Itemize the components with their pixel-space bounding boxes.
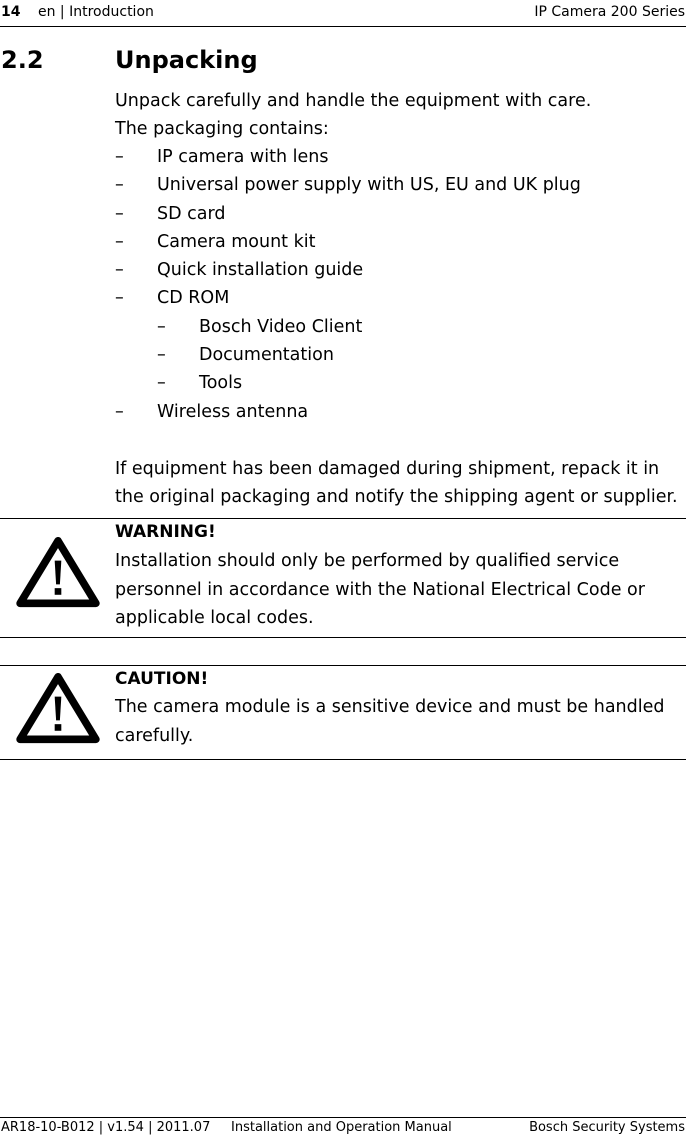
header-product: IP Camera 200 Series bbox=[534, 4, 685, 20]
contains-label: The packaging contains: bbox=[115, 119, 329, 139]
caution-top-rule bbox=[0, 665, 686, 666]
section-number: 2.2 bbox=[1, 46, 44, 74]
sub-list-item-text: Documentation bbox=[199, 345, 334, 366]
list-dash: – bbox=[157, 345, 166, 366]
damage-note-line-1: If equipment has been damaged during shipment, repack it in bbox=[115, 459, 660, 479]
footer-doc-id: AR18-10-B012 | v1.54 | 2011.07 bbox=[1, 1120, 211, 1135]
header-section: en | Introduction bbox=[38, 4, 154, 20]
warning-text: Installation should only be performed by qualified service personnel in accordance with the National Electrical Code or applicable local codes. bbox=[115, 551, 645, 628]
list-item-text: Universal power supply with US, EU and UK plug bbox=[157, 175, 581, 196]
list-item-text: Quick installation guide bbox=[157, 260, 364, 281]
intro-paragraph: Unpack carefully and handle the equipment with care. bbox=[115, 91, 592, 111]
footer-manual-title: Installation and Operation Manual bbox=[231, 1120, 452, 1135]
warning-bottom-rule bbox=[0, 637, 686, 638]
list-item-text: SD card bbox=[157, 203, 226, 224]
warning-label: WARNING! bbox=[115, 522, 216, 542]
page-header bbox=[0, 0, 686, 27]
page-footer bbox=[0, 1117, 686, 1137]
list-dash: – bbox=[115, 231, 124, 252]
list-dash: – bbox=[115, 260, 124, 281]
section-title: Unpacking bbox=[115, 46, 258, 74]
list-dash: – bbox=[115, 147, 124, 167]
list-item-text: CD ROM bbox=[157, 288, 230, 309]
sub-list-item-text: Tools bbox=[199, 373, 243, 394]
list-item-text: Wireless antenna bbox=[157, 401, 309, 422]
warning-top-rule bbox=[0, 518, 686, 519]
list-dash: – bbox=[115, 203, 124, 224]
sub-list-item-text: Bosch Video Client bbox=[199, 316, 363, 337]
list-dash: – bbox=[115, 401, 124, 422]
list-item-text: Camera mount kit bbox=[157, 231, 316, 252]
damage-note-line-2: the original packaging and notify the shipping agent or supplier. bbox=[115, 487, 678, 507]
list-dash: – bbox=[115, 175, 124, 196]
list-dash: – bbox=[157, 373, 166, 394]
caution-bottom-rule bbox=[0, 759, 686, 760]
warning-triangle-icon bbox=[14, 537, 102, 609]
footer-company: Bosch Security Systems bbox=[529, 1120, 685, 1135]
list-dash: – bbox=[115, 288, 124, 309]
page-number: 14 bbox=[1, 4, 21, 20]
list-dash: – bbox=[157, 316, 166, 337]
caution-label: CAUTION! bbox=[115, 669, 209, 689]
caution-triangle-icon bbox=[14, 673, 102, 745]
list-item-text: IP camera with lens bbox=[157, 147, 329, 167]
caution-text: The camera module is a sensitive device and must be handled carefully. bbox=[115, 697, 665, 746]
